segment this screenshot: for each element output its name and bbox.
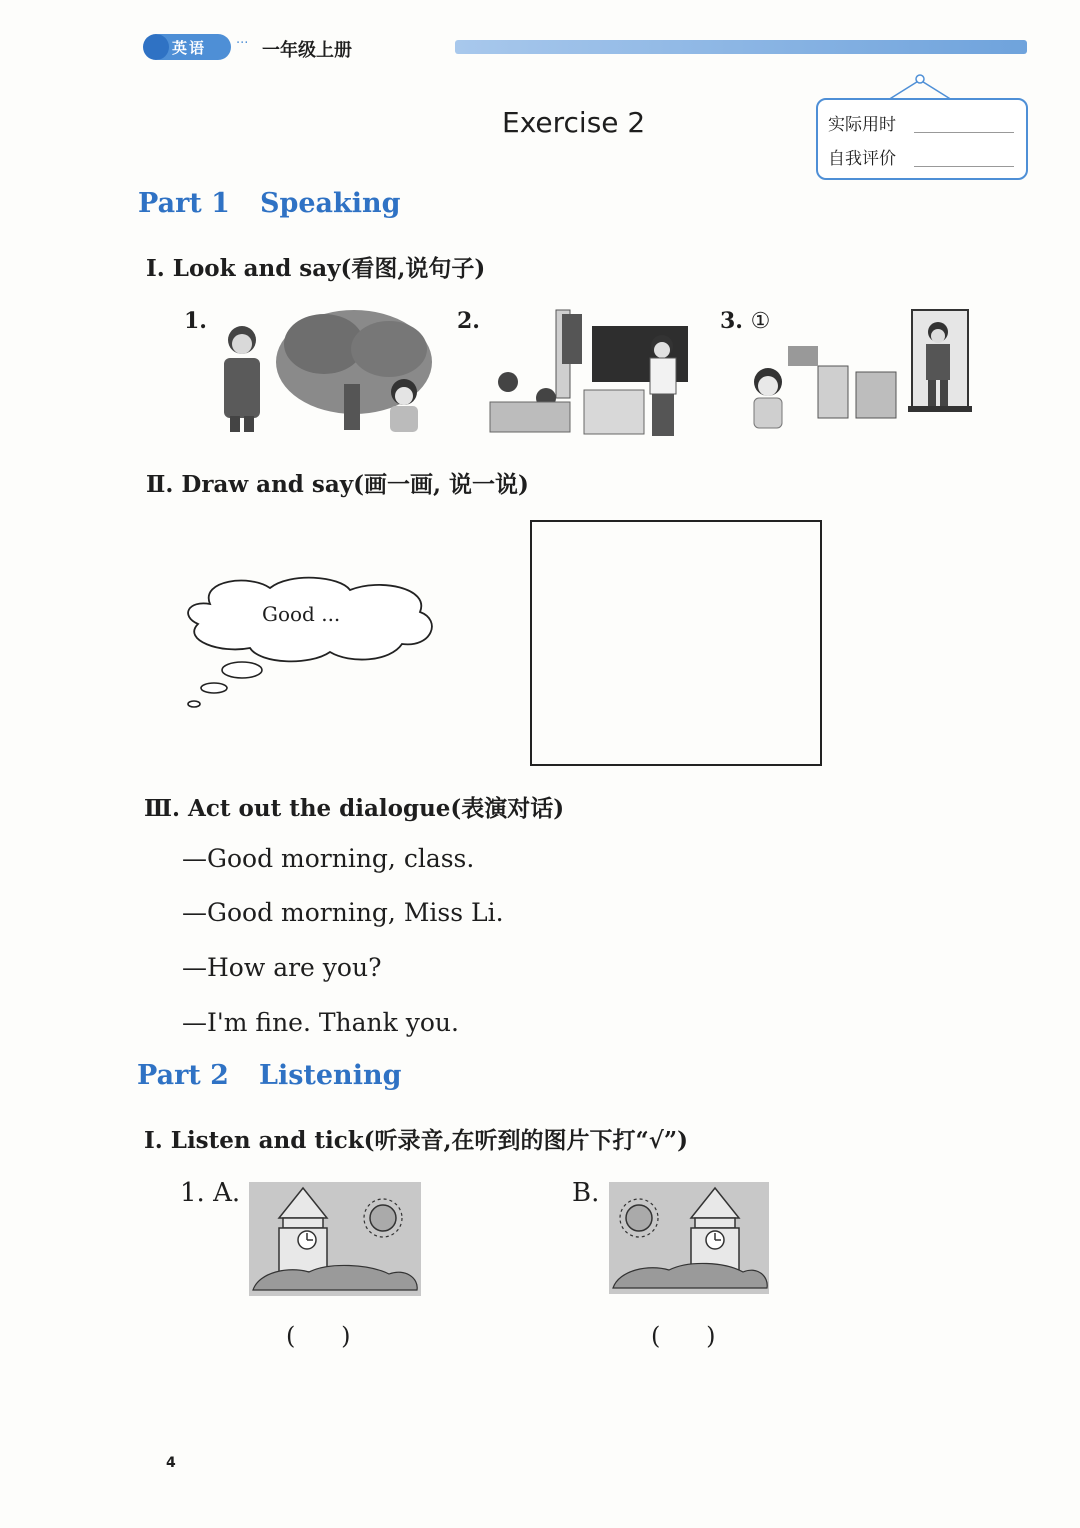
picture-option-a — [249, 1182, 421, 1296]
picture-doorway — [748, 306, 972, 430]
part2-name: Listening — [258, 1060, 402, 1091]
option-a-label: A. — [213, 1178, 241, 1208]
actual-time-blank[interactable] — [914, 132, 1014, 133]
picture-teacher-tree — [214, 304, 434, 434]
picture-classroom — [486, 306, 690, 438]
listen-item-1 — [180, 1178, 240, 1208]
actual-time-label: 实际用时 — [828, 115, 896, 135]
answer-blank-b[interactable]: ( ) — [651, 1322, 716, 1350]
part1-heading — [138, 188, 401, 219]
thought-bubble — [180, 574, 442, 712]
part2-label: Part 2 — [137, 1060, 229, 1091]
subject-badge: 英语 — [147, 34, 231, 60]
page-number: 4 — [166, 1455, 176, 1471]
drawing-area[interactable] — [530, 520, 822, 766]
item-2-number: 2. — [457, 308, 480, 334]
answer-blank-a[interactable]: ( ) — [286, 1322, 351, 1350]
section3-title: Ⅲ. Act out the dialogue(表演对话) — [144, 795, 565, 822]
dialogue-line: —How are you? — [182, 953, 382, 982]
item-3-number: 3. ① — [720, 308, 771, 334]
part1-name: Speaking — [259, 188, 401, 219]
clock-glyph: ① — [750, 309, 771, 334]
section1-title: Ⅰ. Look and say(看图,说句子) — [146, 255, 486, 282]
self-eval-box — [816, 98, 1028, 180]
part2-section1-title: Ⅰ. Listen and tick(听录音,在听到的图片下打“√”) — [144, 1127, 688, 1154]
page-title: Exercise 2 — [502, 106, 646, 139]
option-b-label: B. — [572, 1178, 600, 1208]
listen-item-number: 1. — [180, 1178, 205, 1208]
header-dots: ··· — [236, 36, 249, 51]
item-1-number: 1. — [184, 308, 207, 334]
part2-heading — [137, 1060, 401, 1091]
bubble-text: Good ... — [262, 602, 341, 626]
self-eval-label: 自我评价 — [828, 149, 896, 169]
header-bar — [455, 40, 1027, 54]
part1-label: Part 1 — [138, 188, 230, 219]
grade-label: 一年级上册 — [262, 40, 352, 61]
self-eval-blank[interactable] — [914, 166, 1014, 167]
dialogue-line: —Good morning, Miss Li. — [182, 898, 504, 927]
section2-title: Ⅱ. Draw and say(画一画, 说一说) — [146, 471, 529, 498]
dialogue-line: —I'm fine. Thank you. — [182, 1008, 459, 1037]
picture-option-b — [609, 1182, 769, 1294]
dialogue-line: —Good morning, class. — [182, 844, 475, 873]
